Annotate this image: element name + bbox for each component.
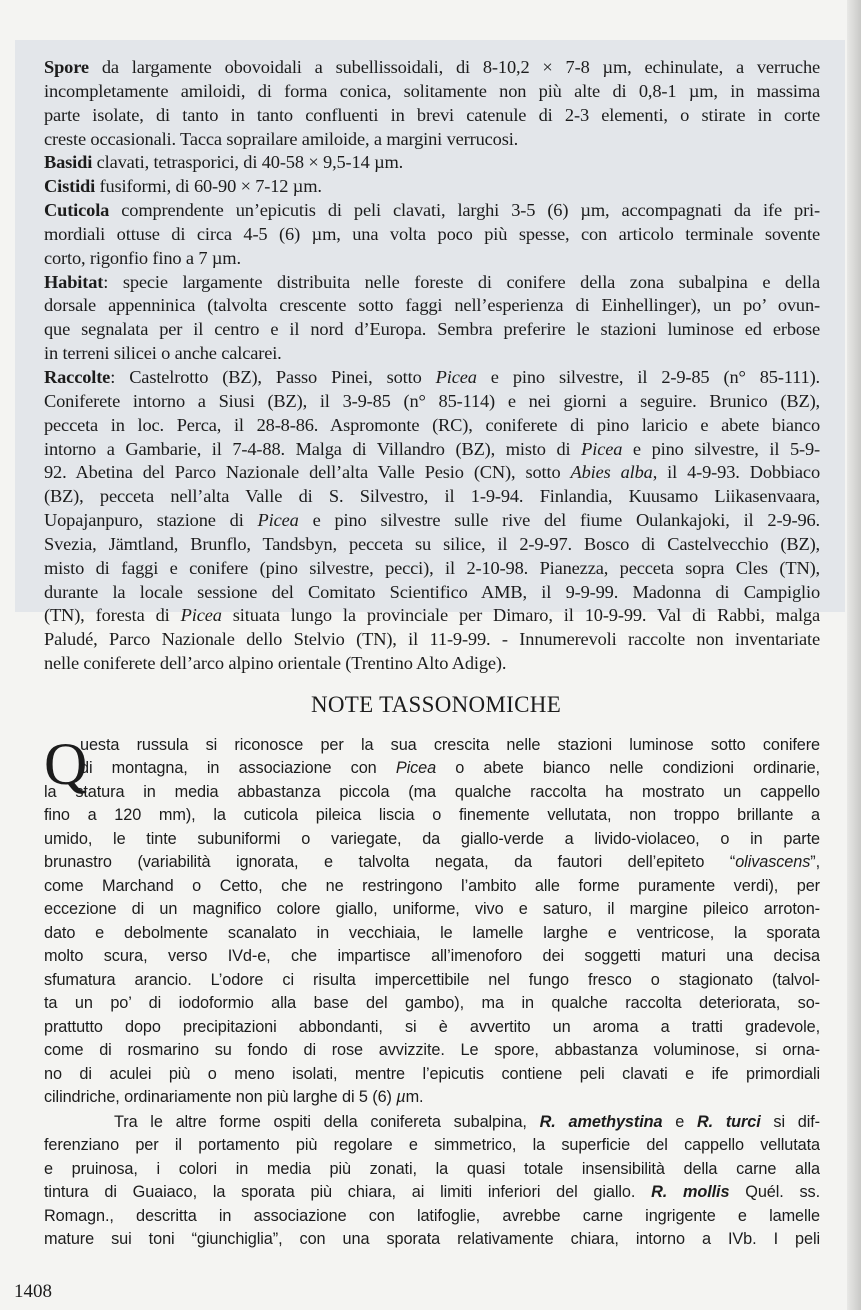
- text-line: [44, 485, 820, 509]
- text-run: e pino silvestre sulle rive del fiume Oulankajoki, il 2-9-96.: [298, 510, 820, 531]
- text-run: si dif-: [760, 1113, 820, 1131]
- text-run: incompletamente amiloidi, di forma conica, solitamente non più alte di 0,8-1 µm, in massima: [44, 80, 820, 101]
- text-line: [44, 1039, 820, 1062]
- text-line: [44, 151, 820, 175]
- bold-term: Basidi: [44, 152, 93, 173]
- text-run: come di rosmarino su fondo di rose avvizzite. Le spore, abbastanza voluminose, si orna-: [44, 1041, 820, 1060]
- text-line: [44, 1086, 820, 1109]
- text-run: la statura in media abbastanza piccola (ma qualche raccolta ha mostrato un cappello: [44, 782, 820, 801]
- text-line: [44, 199, 820, 223]
- text-line: [44, 652, 820, 676]
- text-run: come Marchand o Cetto, che ne restringono l’ambito alle forme puramente verdi), per: [44, 876, 820, 895]
- text-run: e pruinosa, i colori in media più zonati, la quasi totale insensibilità della carne alla: [44, 1159, 820, 1178]
- text-line: [44, 604, 820, 628]
- text-run: brunastro (variabilità ignorata, e talvolta negata, da fautori dell’epiteto “: [44, 853, 736, 872]
- text-run: da largamente obovoidali a subellissoidali, di 8-10,2 × 7-8 µm, echinulate, a verruche: [88, 57, 820, 77]
- text-run: no di aculei più o meno isolati, mentre l’epicutis contiene peli clavati e ife primordiali: [44, 1064, 820, 1083]
- italic-term: Picea: [581, 438, 623, 459]
- text-run: uesta russula si riconosce per la sua crescita nelle stazioni luminose sotto conifere: [80, 736, 820, 754]
- text-run: : specie largamente distribuita nelle foreste di conifere della zona subalpina e della: [103, 271, 820, 292]
- text-run: o abete bianco nelle condizioni ordinarie,: [436, 759, 820, 778]
- italic-term: R. amethystina: [539, 1113, 663, 1131]
- text-run: corto, rigonfio fino a 7 µm.: [44, 247, 241, 268]
- italic-term: R. turci: [696, 1113, 761, 1131]
- text-run: ta un po’ di iodoformio alla base del gambo), ma in qualche raccolta deteriorata, so-: [44, 994, 820, 1013]
- text-run: 92. Abetina del Parco Nazionale dell’alta Valle Pesio (CN), sotto: [44, 462, 571, 483]
- text-line: [44, 390, 820, 414]
- text-line: [44, 557, 820, 581]
- text-line: [44, 922, 820, 945]
- text-run: molto scura, verso IVd-e, che impartisce all’imenoforo dei soggetti maturi una decisa: [44, 947, 820, 966]
- drop-cap: Q: [44, 731, 88, 797]
- text-line: [44, 898, 820, 921]
- text-line: [44, 294, 820, 318]
- text-line: [44, 128, 820, 152]
- text-line: [44, 247, 820, 271]
- text-line: [44, 104, 820, 128]
- text-run: creste occasionali. Tacca soprailare amiloide, a margini verrucosi.: [44, 128, 519, 149]
- description-block: [44, 56, 820, 676]
- text-run: mature sui toni “giunchiglia”, con una sporata relativamente chiara, intorno a IVb. I peli: [44, 1230, 820, 1249]
- text-run: Tra le altre forme ospiti della conifereta subalpina,: [114, 1113, 540, 1131]
- text-line: [44, 1181, 820, 1204]
- text-run: comprendente un’epicutis di peli clavati, larghi 3-5 (6) µm, accompagnati da ife pri-: [109, 200, 820, 221]
- text-run: eccezione di un magnifico colore giallo, uniforme, vivo e saturo, il margine pileico arroton-: [44, 900, 820, 919]
- text-run: sfumatura arancio. L’odore ci risulta impercettibile nel fungo fresco o stagionato (talvol-: [44, 970, 820, 989]
- text-run: (TN), foresta di: [44, 605, 181, 626]
- text-line: [44, 223, 820, 247]
- text-line: [44, 1063, 820, 1086]
- bold-term: Raccolte: [44, 366, 111, 387]
- text-run: Quél. ss.: [729, 1183, 820, 1202]
- text-run: Romagn., descritta in associazione con latifoglie, avrebbe carne ingrigente e lamelle: [44, 1206, 820, 1225]
- text-line: [44, 1134, 820, 1157]
- text-run: nelle coniferete dell’arco alpino orientale (Trentino Alto Adige).: [44, 653, 507, 674]
- text-line: [44, 1205, 820, 1228]
- text-run: intorno a Gambarie, il 7-4-88. Malga di Villandro (BZ), misto di: [44, 438, 582, 459]
- italic-term: Abies alba: [570, 462, 653, 483]
- text-run: e: [662, 1113, 697, 1131]
- bold-term: Cistidi: [44, 176, 96, 197]
- italic-term: R. mollis: [651, 1183, 730, 1202]
- text-line: [44, 851, 820, 874]
- text-line: [44, 438, 820, 462]
- text-run: mordiali ottuse di circa 4-5 (6) µm, una volta poco più spesse, con articolo terminale sovente: [44, 223, 820, 244]
- text-line: [44, 969, 820, 992]
- text-run: , il 4-9-93. Dobbiaco: [652, 462, 820, 483]
- text-line: [44, 1228, 820, 1251]
- text-line: [44, 804, 820, 827]
- bold-term: Cuticola: [44, 200, 110, 221]
- text-line: [44, 945, 820, 968]
- italic-term: Picea: [257, 510, 299, 531]
- text-line: [44, 342, 820, 366]
- text-run: dorsale appenninica (talvolta crescente sotto faggi nell’esperienza di Einhellinger), un po’ ovun-: [44, 295, 820, 316]
- text-run: situata lungo la provinciale per Dimaro, il 10-9-99. Val di Rabbi, malga: [221, 605, 820, 626]
- italic-term: olivascens: [735, 853, 811, 872]
- text-line: [44, 271, 820, 295]
- bold-term: Habitat: [44, 271, 104, 292]
- text-run: Uopajanpuro, stazione di: [44, 510, 258, 531]
- text-line: [44, 581, 820, 605]
- text-run: in terreni silicei o anche calcarei.: [44, 343, 282, 364]
- text-line: [44, 533, 820, 557]
- italic-term: Picea: [435, 366, 477, 387]
- text-line: [44, 56, 820, 80]
- notes-paragraph-2: [44, 1111, 820, 1252]
- text-run: (BZ), pecceta nell’alta Valle di S. Silvestro, il 1-9-94. Finlandia, Kuusamo Liikasenvaara,: [44, 486, 820, 507]
- section-heading: NOTE TASSONOMICHE: [310, 692, 562, 717]
- text-line: [44, 80, 820, 104]
- notes-paragraph-1: [44, 731, 820, 1110]
- page-edge: [847, 0, 861, 1310]
- text-run: tintura di Guaiaco, la sporata più chiara, ai limiti inferiori del giallo.: [44, 1183, 652, 1202]
- text-line: [44, 875, 820, 898]
- text-line: [44, 414, 820, 438]
- text-line: [44, 757, 820, 780]
- text-line: [44, 1111, 820, 1134]
- text-line: [44, 734, 820, 757]
- text-line: [44, 366, 820, 390]
- text-run: prattutto dopo precipitazioni abbondanti, si è avvertito un aroma a tratti gradevole,: [44, 1017, 820, 1036]
- text-line: [44, 828, 820, 851]
- bold-term: Spore: [44, 57, 89, 77]
- text-line: [44, 1016, 820, 1039]
- text-run: fino a 120 mm), la cuticola pileica liscia o finemente vellutata, non troppo brillante a: [44, 806, 820, 825]
- text-line: [44, 628, 820, 652]
- text-line: [44, 781, 820, 804]
- text-run: Paludé, Parco Nazionale dello Stelvio (TN), il 11-9-99. - Innumerevoli raccolte non inventariate: [44, 629, 820, 650]
- text-run: dato e debolmente scanalato in vecchiaia, le lamelle larghe e ventricose, la sporata: [44, 923, 820, 942]
- italic-term: Picea: [180, 605, 222, 626]
- text-run: ”,: [810, 853, 820, 872]
- text-run: misto di faggi e conifere (pino silvestre, pecci), il 2-10-98. Pianezza, pecceta sopra Cles (TN),: [44, 557, 820, 578]
- text-run: di montagna, in associazione con: [80, 759, 396, 778]
- text-run: que segnalata per il centro e il nord d’Europa. Sembra preferire le stazioni luminose ed erbose: [44, 319, 820, 340]
- text-run: pecceta in loc. Perca, il 28-8-86. Aspromonte (RC), coniferete di pino laricio e abete bianco: [44, 414, 820, 435]
- text-line: [44, 318, 820, 342]
- text-run: umido, le tinte subuniformi o variegate, da giallo-verde a livido-violaceo, o in parte: [44, 829, 820, 848]
- text-run: m.: [405, 1088, 424, 1107]
- text-run: e pino silvestre, il 2-9-85 (n° 85-111).: [476, 366, 820, 387]
- text-run: parte isolate, di tanto in tanto confluenti in brevi catenule di 2-3 elementi, o stirate in corte: [44, 104, 820, 125]
- text-run: Svezia, Jämtland, Brunflo, Tandsbyn, pecceta su silice, il 2-9-97. Bosco di Castelvecchio (BZ),: [44, 533, 820, 554]
- text-run: ferenziano per il portamento più regolare e simmetrico, la superficie del cappello vellutata: [44, 1136, 820, 1155]
- text-run: clavati, tetrasporici, di 40-58 × 9,5-14 µm.: [92, 152, 404, 173]
- text-run: Coniferete intorno a Siusi (BZ), il 3-9-85 (n° 85-114) e nei giorni a seguire. Brunico (BZ),: [44, 390, 820, 411]
- text-line: [44, 509, 820, 533]
- text-line: [44, 461, 820, 485]
- text-line: [44, 992, 820, 1015]
- italic-term: µ: [396, 1088, 406, 1107]
- text-run: fusiformi, di 60-90 × 7-12 µm.: [95, 176, 322, 197]
- text-run: : Castelrotto (BZ), Passo Pinei, sotto: [110, 366, 436, 387]
- text-run: durante la locale sessione del Comitato Scientifico AMB, il 9-9-99. Madonna di Campiglio: [44, 581, 820, 602]
- text-line: [44, 1158, 820, 1181]
- text-line: [44, 175, 820, 199]
- page-number: 1408: [14, 1281, 52, 1302]
- text-run: cilindriche, ordinariamente non più larghe di 5 (6): [44, 1088, 397, 1107]
- text-run: e pino silvestre, il 5-9-: [622, 438, 820, 459]
- italic-term: Picea: [395, 759, 437, 778]
